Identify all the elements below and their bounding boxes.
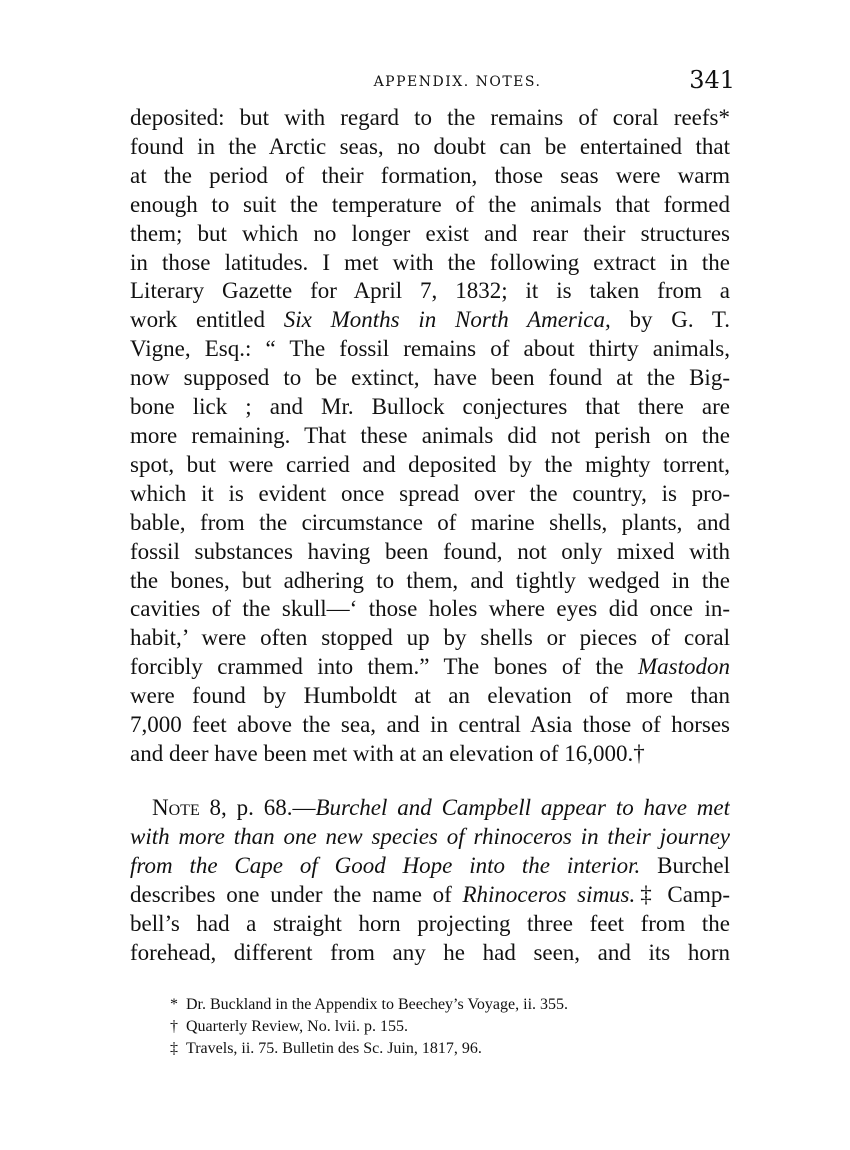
footnote	[170, 994, 730, 1016]
text-line: Literary Gazette for April 7, 1832; it is taken from a	[130, 278, 730, 304]
italic-text: from the Cape of Good Hope into the interior.	[130, 852, 641, 878]
text-line: the bones, but adhering to them, and tightly wedged in the	[130, 567, 730, 593]
text-line	[130, 823, 730, 852]
footnote-mark: ‡	[170, 1040, 178, 1057]
running-head	[130, 66, 735, 96]
italic-text: Burchel and Campbell appear to have met	[315, 795, 730, 820]
text-line	[130, 881, 730, 910]
text-line: spot, but were carried and deposited by the mighty torrent,	[130, 451, 730, 477]
text-line	[130, 653, 730, 682]
text-line: now supposed to be extinct, have been found at the Big-	[130, 365, 730, 391]
text-line: forehead, different from any he had seen, and its horn	[130, 939, 730, 965]
text-line: bable, from the circumstance of marine shells, plants, and	[130, 509, 730, 535]
footnote-text: Dr. Buckland in the Appendix to Beechey’s Voyage, ii. 355.	[186, 996, 569, 1013]
book-title: Six Months in North America,	[283, 307, 611, 333]
text-line: found in the Arctic seas, no doubt can be entertained that	[130, 133, 730, 159]
footnote-text: Travels, ii. 75. Bulletin des Sc. Juin, 1817, 96.	[186, 1040, 482, 1057]
text-line: cavities of the skull—‘ those holes where eyes did once in-	[130, 596, 730, 622]
text-line: Vigne, Esq.: “ The fossil remains of about thirty animals,	[130, 336, 730, 362]
text-line: which it is evident once spread over the country, is pro-	[130, 480, 730, 506]
text-line: were found by Humboldt at an elevation of more than	[130, 683, 730, 709]
text-segment: ‡ Camp-	[635, 881, 730, 907]
text-line: more remaining. That these animals did not perish on the	[130, 422, 730, 448]
text-line	[130, 794, 730, 823]
text-line: at the period of their formation, those seas were warm	[130, 162, 730, 188]
text-line: in those latitudes. I met with the following extract in the	[130, 249, 730, 275]
text-line: them; but which no longer exist and rear their structures	[130, 220, 730, 246]
footnote-mark: †	[170, 1018, 178, 1035]
text-line: enough to suit the temperature of the animals that formed	[130, 191, 730, 217]
text-segment: forcibly crammed into them.” The bones of the	[130, 654, 624, 680]
text-line	[130, 306, 730, 335]
note-label: Note	[152, 795, 200, 820]
text-segment: work entitled	[130, 307, 266, 333]
text-segment: describes one under the name of	[130, 881, 463, 907]
text-line: and deer have been met with at an elevation of 16,000.†	[130, 740, 645, 766]
text-line: 7,000 feet above the sea, and in central Asia those of horses	[130, 712, 730, 738]
text-line: deposited: but with regard to the remains of coral reefs*	[130, 105, 730, 130]
footnote	[170, 1038, 730, 1060]
text-segment: by G. T.	[610, 307, 730, 333]
text-line	[130, 852, 730, 881]
page-number: 341	[689, 66, 735, 94]
footnote	[170, 1016, 730, 1038]
footnotes	[170, 994, 730, 1060]
text-line: fossil substances having been found, not only mixed with	[130, 538, 730, 564]
text-line: bell’s had a straight horn projecting three feet from the	[130, 910, 730, 936]
running-title: APPENDIX. NOTES.	[373, 74, 542, 90]
note-8-paragraph	[130, 794, 730, 967]
footnote-text: Quarterly Review, No. lvii. p. 155.	[186, 1018, 409, 1035]
footnote-mark: *	[170, 996, 178, 1013]
text-line: bone lick ; and Mr. Bullock conjectures that there are	[130, 394, 730, 420]
text-line: habit,’ were often stopped up by shells or pieces of coral	[130, 625, 730, 651]
main-paragraph	[130, 104, 730, 769]
species-name: Rhinoceros simus.	[462, 881, 636, 907]
italic-term: Mastodon	[638, 654, 730, 680]
note-ref: 8, p. 68.—	[199, 795, 316, 820]
italic-text: with more than one new species of rhinoceros in their journey	[130, 823, 730, 849]
text-segment: Burchel	[640, 852, 730, 878]
